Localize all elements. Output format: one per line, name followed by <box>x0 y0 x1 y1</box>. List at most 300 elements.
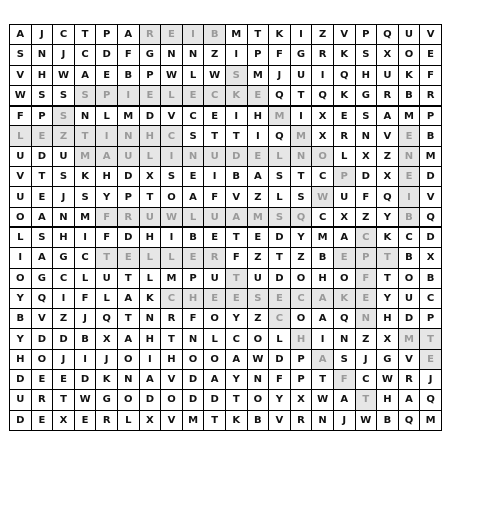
letter-cell[interactable]: M <box>74 207 96 227</box>
letter-cell[interactable]: D <box>420 167 442 187</box>
letter-cell[interactable]: S <box>53 85 75 105</box>
letter-cell[interactable]: B <box>398 85 420 105</box>
letter-cell[interactable]: E <box>398 126 420 146</box>
letter-cell[interactable]: C <box>398 227 420 247</box>
letter-cell[interactable]: P <box>420 106 442 126</box>
letter-cell[interactable]: T <box>247 25 269 45</box>
letter-cell[interactable]: L <box>269 329 291 349</box>
letter-cell[interactable]: M <box>117 106 139 126</box>
letter-cell[interactable]: V <box>31 309 53 329</box>
letter-cell[interactable]: U <box>398 288 420 308</box>
letter-cell[interactable]: N <box>398 146 420 166</box>
letter-cell[interactable]: D <box>269 268 291 288</box>
letter-cell[interactable]: L <box>10 227 32 247</box>
letter-cell[interactable]: B <box>247 410 269 430</box>
letter-cell[interactable]: K <box>333 288 355 308</box>
letter-cell[interactable]: H <box>377 309 399 329</box>
letter-cell[interactable]: C <box>74 248 96 268</box>
letter-cell[interactable]: R <box>161 309 183 329</box>
letter-cell[interactable]: O <box>161 390 183 410</box>
letter-cell[interactable]: Q <box>31 288 53 308</box>
letter-cell[interactable]: D <box>182 370 204 390</box>
letter-cell[interactable]: I <box>161 227 183 247</box>
letter-cell[interactable]: B <box>398 248 420 268</box>
letter-cell[interactable]: Q <box>269 126 291 146</box>
letter-cell[interactable]: H <box>355 65 377 85</box>
letter-cell[interactable]: X <box>53 410 75 430</box>
letter-cell[interactable]: A <box>312 288 334 308</box>
letter-cell[interactable]: L <box>161 85 183 105</box>
letter-cell[interactable]: B <box>312 248 334 268</box>
letter-cell[interactable]: J <box>53 349 75 369</box>
letter-cell[interactable]: Q <box>290 207 312 227</box>
letter-cell[interactable]: A <box>333 390 355 410</box>
letter-cell[interactable]: K <box>333 85 355 105</box>
letter-cell[interactable]: X <box>312 126 334 146</box>
letter-cell[interactable]: A <box>10 25 32 45</box>
letter-cell[interactable]: D <box>139 390 161 410</box>
letter-cell[interactable]: N <box>182 45 204 65</box>
letter-cell[interactable]: T <box>290 85 312 105</box>
letter-cell[interactable]: V <box>225 187 247 207</box>
letter-cell[interactable]: O <box>204 309 226 329</box>
letter-cell[interactable]: A <box>333 227 355 247</box>
letter-cell[interactable]: H <box>139 227 161 247</box>
letter-cell[interactable]: T <box>204 410 226 430</box>
letter-cell[interactable]: Z <box>377 146 399 166</box>
letter-cell[interactable]: X <box>312 106 334 126</box>
letter-cell[interactable]: I <box>139 349 161 369</box>
letter-cell[interactable]: I <box>225 106 247 126</box>
letter-cell[interactable]: P <box>31 106 53 126</box>
letter-cell[interactable]: H <box>182 288 204 308</box>
letter-cell[interactable]: M <box>225 25 247 45</box>
letter-cell[interactable]: F <box>333 370 355 390</box>
letter-cell[interactable]: I <box>247 126 269 146</box>
letter-cell[interactable]: R <box>139 25 161 45</box>
letter-cell[interactable]: A <box>204 370 226 390</box>
letter-cell[interactable]: L <box>74 268 96 288</box>
letter-cell[interactable]: A <box>398 390 420 410</box>
letter-cell[interactable]: P <box>355 248 377 268</box>
letter-cell[interactable]: J <box>333 410 355 430</box>
letter-cell[interactable]: E <box>31 187 53 207</box>
letter-cell[interactable]: A <box>31 248 53 268</box>
letter-cell[interactable]: I <box>117 85 139 105</box>
letter-cell[interactable]: S <box>53 106 75 126</box>
letter-cell[interactable]: S <box>247 288 269 308</box>
letter-cell[interactable]: A <box>74 65 96 85</box>
letter-cell[interactable]: C <box>420 288 442 308</box>
letter-cell[interactable]: V <box>333 25 355 45</box>
letter-cell[interactable]: E <box>333 248 355 268</box>
letter-cell[interactable]: N <box>355 309 377 329</box>
letter-cell[interactable]: R <box>96 410 118 430</box>
letter-cell[interactable]: X <box>139 410 161 430</box>
letter-cell[interactable]: T <box>74 25 96 45</box>
letter-cell[interactable]: D <box>398 309 420 329</box>
letter-cell[interactable]: V <box>377 126 399 146</box>
letter-cell[interactable]: H <box>31 65 53 85</box>
letter-cell[interactable]: F <box>117 45 139 65</box>
letter-cell[interactable]: B <box>117 65 139 85</box>
letter-cell[interactable]: W <box>161 65 183 85</box>
letter-cell[interactable]: L <box>182 65 204 85</box>
letter-cell[interactable]: E <box>333 106 355 126</box>
letter-cell[interactable]: T <box>269 248 291 268</box>
letter-cell[interactable]: N <box>333 329 355 349</box>
letter-cell[interactable]: E <box>96 65 118 85</box>
letter-cell[interactable]: E <box>139 85 161 105</box>
letter-cell[interactable]: P <box>96 25 118 45</box>
letter-cell[interactable]: C <box>74 45 96 65</box>
letter-cell[interactable]: T <box>225 390 247 410</box>
letter-cell[interactable]: T <box>377 268 399 288</box>
letter-cell[interactable]: R <box>312 45 334 65</box>
letter-cell[interactable]: J <box>31 25 53 45</box>
letter-cell[interactable]: F <box>96 227 118 247</box>
letter-cell[interactable]: V <box>161 370 183 390</box>
letter-cell[interactable]: U <box>204 268 226 288</box>
letter-cell[interactable]: L <box>96 106 118 126</box>
letter-cell[interactable]: G <box>53 248 75 268</box>
letter-cell[interactable]: C <box>53 25 75 45</box>
letter-cell[interactable]: O <box>182 349 204 369</box>
letter-cell[interactable]: N <box>139 309 161 329</box>
letter-cell[interactable]: D <box>204 390 226 410</box>
letter-cell[interactable]: A <box>117 25 139 45</box>
letter-cell[interactable]: F <box>420 65 442 85</box>
letter-cell[interactable]: Q <box>96 309 118 329</box>
letter-cell[interactable]: T <box>53 390 75 410</box>
letter-cell[interactable]: C <box>355 370 377 390</box>
letter-cell[interactable]: G <box>290 45 312 65</box>
letter-cell[interactable]: D <box>139 106 161 126</box>
letter-cell[interactable]: Q <box>420 390 442 410</box>
letter-cell[interactable]: P <box>355 25 377 45</box>
letter-cell[interactable]: B <box>182 227 204 247</box>
letter-cell[interactable]: Y <box>377 288 399 308</box>
letter-cell[interactable]: Y <box>269 390 291 410</box>
letter-cell[interactable]: N <box>31 45 53 65</box>
letter-cell[interactable]: S <box>31 227 53 247</box>
letter-cell[interactable]: C <box>355 227 377 247</box>
letter-cell[interactable]: C <box>161 126 183 146</box>
letter-cell[interactable]: Z <box>53 126 75 146</box>
letter-cell[interactable]: I <box>398 187 420 207</box>
letter-cell[interactable]: V <box>420 25 442 45</box>
letter-cell[interactable]: U <box>377 65 399 85</box>
letter-cell[interactable]: X <box>377 329 399 349</box>
letter-cell[interactable]: E <box>247 146 269 166</box>
letter-cell[interactable]: F <box>355 268 377 288</box>
letter-cell[interactable]: L <box>269 146 291 166</box>
letter-cell[interactable]: S <box>355 45 377 65</box>
letter-cell[interactable]: X <box>290 390 312 410</box>
letter-cell[interactable]: F <box>10 106 32 126</box>
letter-cell[interactable]: X <box>355 146 377 166</box>
letter-cell[interactable]: L <box>204 329 226 349</box>
letter-cell[interactable]: Z <box>247 187 269 207</box>
letter-cell[interactable]: Q <box>269 85 291 105</box>
letter-cell[interactable]: A <box>247 167 269 187</box>
letter-cell[interactable]: A <box>139 370 161 390</box>
letter-cell[interactable]: N <box>161 45 183 65</box>
letter-cell[interactable]: S <box>10 45 32 65</box>
letter-cell[interactable]: V <box>161 410 183 430</box>
letter-cell[interactable]: I <box>10 248 32 268</box>
letter-cell[interactable]: H <box>139 329 161 349</box>
letter-cell[interactable]: R <box>117 207 139 227</box>
letter-cell[interactable]: P <box>290 349 312 369</box>
letter-cell[interactable]: S <box>269 207 291 227</box>
letter-cell[interactable]: N <box>182 146 204 166</box>
letter-cell[interactable]: T <box>31 167 53 187</box>
letter-cell[interactable]: M <box>290 126 312 146</box>
letter-cell[interactable]: E <box>182 85 204 105</box>
letter-cell[interactable]: F <box>225 248 247 268</box>
letter-cell[interactable]: T <box>117 309 139 329</box>
letter-cell[interactable]: T <box>204 126 226 146</box>
letter-cell[interactable]: M <box>269 106 291 126</box>
letter-cell[interactable]: W <box>10 85 32 105</box>
letter-cell[interactable]: T <box>161 329 183 349</box>
letter-cell[interactable]: L <box>333 146 355 166</box>
letter-cell[interactable]: T <box>74 126 96 146</box>
letter-cell[interactable]: V <box>420 187 442 207</box>
letter-cell[interactable]: U <box>333 187 355 207</box>
letter-cell[interactable]: H <box>139 126 161 146</box>
letter-cell[interactable]: O <box>31 349 53 369</box>
letter-cell[interactable]: J <box>420 370 442 390</box>
letter-cell[interactable]: F <box>74 288 96 308</box>
letter-cell[interactable]: K <box>269 25 291 45</box>
letter-cell[interactable]: D <box>269 349 291 369</box>
letter-cell[interactable]: C <box>269 309 291 329</box>
letter-cell[interactable]: D <box>10 410 32 430</box>
letter-cell[interactable]: C <box>312 207 334 227</box>
letter-cell[interactable]: M <box>420 146 442 166</box>
letter-cell[interactable]: W <box>161 207 183 227</box>
letter-cell[interactable]: K <box>225 410 247 430</box>
letter-cell[interactable]: Z <box>247 248 269 268</box>
letter-cell[interactable]: I <box>161 146 183 166</box>
letter-cell[interactable]: V <box>161 106 183 126</box>
letter-cell[interactable]: E <box>182 248 204 268</box>
letter-cell[interactable]: R <box>420 85 442 105</box>
letter-cell[interactable]: O <box>247 390 269 410</box>
letter-cell[interactable]: Z <box>312 25 334 45</box>
letter-cell[interactable]: G <box>355 85 377 105</box>
letter-cell[interactable]: X <box>420 248 442 268</box>
letter-cell[interactable]: A <box>96 146 118 166</box>
letter-cell[interactable]: Z <box>204 45 226 65</box>
letter-cell[interactable]: I <box>74 227 96 247</box>
letter-cell[interactable]: C <box>290 288 312 308</box>
letter-cell[interactable]: D <box>74 370 96 390</box>
letter-cell[interactable]: F <box>269 45 291 65</box>
letter-cell[interactable]: E <box>53 370 75 390</box>
letter-cell[interactable]: K <box>139 288 161 308</box>
letter-cell[interactable]: L <box>139 146 161 166</box>
letter-cell[interactable]: W <box>247 349 269 369</box>
letter-cell[interactable]: R <box>398 370 420 390</box>
letter-cell[interactable]: U <box>139 207 161 227</box>
letter-cell[interactable]: E <box>31 410 53 430</box>
letter-cell[interactable]: A <box>117 288 139 308</box>
letter-cell[interactable]: S <box>333 349 355 369</box>
letter-cell[interactable]: D <box>117 167 139 187</box>
letter-cell[interactable]: L <box>117 410 139 430</box>
letter-cell[interactable]: Y <box>377 207 399 227</box>
letter-cell[interactable]: O <box>10 268 32 288</box>
letter-cell[interactable]: H <box>10 349 32 369</box>
letter-cell[interactable]: U <box>53 146 75 166</box>
letter-cell[interactable]: W <box>312 390 334 410</box>
letter-cell[interactable]: E <box>74 410 96 430</box>
letter-cell[interactable]: Z <box>247 309 269 329</box>
letter-cell[interactable]: T <box>225 126 247 146</box>
letter-cell[interactable]: U <box>204 146 226 166</box>
letter-cell[interactable]: T <box>139 187 161 207</box>
letter-cell[interactable]: U <box>117 146 139 166</box>
letter-cell[interactable]: C <box>182 106 204 126</box>
letter-cell[interactable]: I <box>290 25 312 45</box>
letter-cell[interactable]: U <box>10 146 32 166</box>
letter-cell[interactable]: M <box>247 65 269 85</box>
letter-cell[interactable]: Z <box>290 248 312 268</box>
letter-cell[interactable]: E <box>398 167 420 187</box>
letter-cell[interactable]: A <box>117 329 139 349</box>
letter-cell[interactable]: D <box>31 146 53 166</box>
letter-cell[interactable]: B <box>420 268 442 288</box>
letter-cell[interactable]: G <box>139 45 161 65</box>
letter-cell[interactable]: W <box>355 410 377 430</box>
letter-cell[interactable]: B <box>420 126 442 146</box>
letter-cell[interactable]: C <box>312 167 334 187</box>
letter-cell[interactable]: I <box>290 106 312 126</box>
letter-cell[interactable]: I <box>182 25 204 45</box>
letter-cell[interactable]: R <box>31 390 53 410</box>
letter-cell[interactable]: Y <box>10 329 32 349</box>
letter-cell[interactable]: L <box>96 288 118 308</box>
letter-cell[interactable]: N <box>290 146 312 166</box>
letter-cell[interactable]: X <box>377 167 399 187</box>
letter-cell[interactable]: F <box>269 370 291 390</box>
letter-cell[interactable]: P <box>96 85 118 105</box>
letter-cell[interactable]: Y <box>10 288 32 308</box>
letter-cell[interactable]: D <box>10 370 32 390</box>
letter-cell[interactable]: T <box>420 329 442 349</box>
letter-cell[interactable]: Z <box>355 329 377 349</box>
letter-cell[interactable]: V <box>269 410 291 430</box>
letter-cell[interactable]: Q <box>377 25 399 45</box>
letter-cell[interactable]: I <box>53 288 75 308</box>
letter-cell[interactable]: H <box>312 268 334 288</box>
letter-cell[interactable]: Q <box>377 187 399 207</box>
letter-cell[interactable]: Y <box>96 187 118 207</box>
letter-cell[interactable]: S <box>31 85 53 105</box>
letter-cell[interactable]: T <box>117 268 139 288</box>
letter-cell[interactable]: A <box>377 106 399 126</box>
letter-cell[interactable]: U <box>290 65 312 85</box>
letter-cell[interactable]: M <box>398 329 420 349</box>
letter-cell[interactable]: E <box>117 248 139 268</box>
letter-cell[interactable]: D <box>420 227 442 247</box>
letter-cell[interactable]: B <box>225 167 247 187</box>
letter-cell[interactable]: L <box>139 268 161 288</box>
letter-cell[interactable]: Z <box>355 207 377 227</box>
letter-cell[interactable]: V <box>398 349 420 369</box>
letter-cell[interactable]: S <box>269 167 291 187</box>
letter-cell[interactable]: E <box>420 349 442 369</box>
letter-cell[interactable]: Q <box>333 65 355 85</box>
letter-cell[interactable]: S <box>53 167 75 187</box>
letter-cell[interactable]: P <box>117 187 139 207</box>
letter-cell[interactable]: I <box>204 167 226 187</box>
letter-cell[interactable]: W <box>204 65 226 85</box>
letter-cell[interactable]: T <box>377 248 399 268</box>
letter-cell[interactable]: T <box>225 268 247 288</box>
letter-cell[interactable]: Q <box>333 309 355 329</box>
letter-cell[interactable]: P <box>182 268 204 288</box>
letter-cell[interactable]: U <box>96 268 118 288</box>
letter-cell[interactable]: J <box>74 309 96 329</box>
letter-cell[interactable]: R <box>290 410 312 430</box>
letter-cell[interactable]: N <box>312 410 334 430</box>
letter-cell[interactable]: A <box>225 207 247 227</box>
letter-cell[interactable]: Q <box>420 207 442 227</box>
letter-cell[interactable]: T <box>312 370 334 390</box>
letter-cell[interactable]: N <box>117 370 139 390</box>
letter-cell[interactable]: O <box>290 268 312 288</box>
letter-cell[interactable]: J <box>355 349 377 369</box>
letter-cell[interactable]: F <box>355 187 377 207</box>
letter-cell[interactable]: I <box>96 126 118 146</box>
letter-cell[interactable]: E <box>182 167 204 187</box>
letter-cell[interactable]: E <box>225 288 247 308</box>
letter-cell[interactable]: O <box>398 268 420 288</box>
letter-cell[interactable]: O <box>247 329 269 349</box>
letter-cell[interactable]: A <box>182 187 204 207</box>
letter-cell[interactable]: O <box>161 187 183 207</box>
letter-cell[interactable]: C <box>161 288 183 308</box>
letter-cell[interactable]: D <box>269 227 291 247</box>
letter-cell[interactable]: W <box>74 390 96 410</box>
letter-cell[interactable]: U <box>247 268 269 288</box>
letter-cell[interactable]: H <box>247 106 269 126</box>
letter-cell[interactable]: I <box>225 45 247 65</box>
letter-cell[interactable]: S <box>74 187 96 207</box>
letter-cell[interactable]: Q <box>398 410 420 430</box>
letter-cell[interactable]: X <box>377 45 399 65</box>
letter-cell[interactable]: G <box>377 349 399 369</box>
letter-cell[interactable]: C <box>204 85 226 105</box>
letter-cell[interactable]: J <box>53 45 75 65</box>
letter-cell[interactable]: L <box>269 187 291 207</box>
letter-cell[interactable]: N <box>53 207 75 227</box>
letter-cell[interactable]: T <box>355 390 377 410</box>
letter-cell[interactable]: L <box>139 248 161 268</box>
letter-cell[interactable]: K <box>333 45 355 65</box>
letter-cell[interactable]: C <box>225 329 247 349</box>
letter-cell[interactable]: Y <box>225 309 247 329</box>
letter-cell[interactable]: W <box>53 65 75 85</box>
letter-cell[interactable]: N <box>182 329 204 349</box>
letter-cell[interactable]: S <box>225 65 247 85</box>
letter-cell[interactable]: O <box>398 45 420 65</box>
letter-cell[interactable]: M <box>420 410 442 430</box>
